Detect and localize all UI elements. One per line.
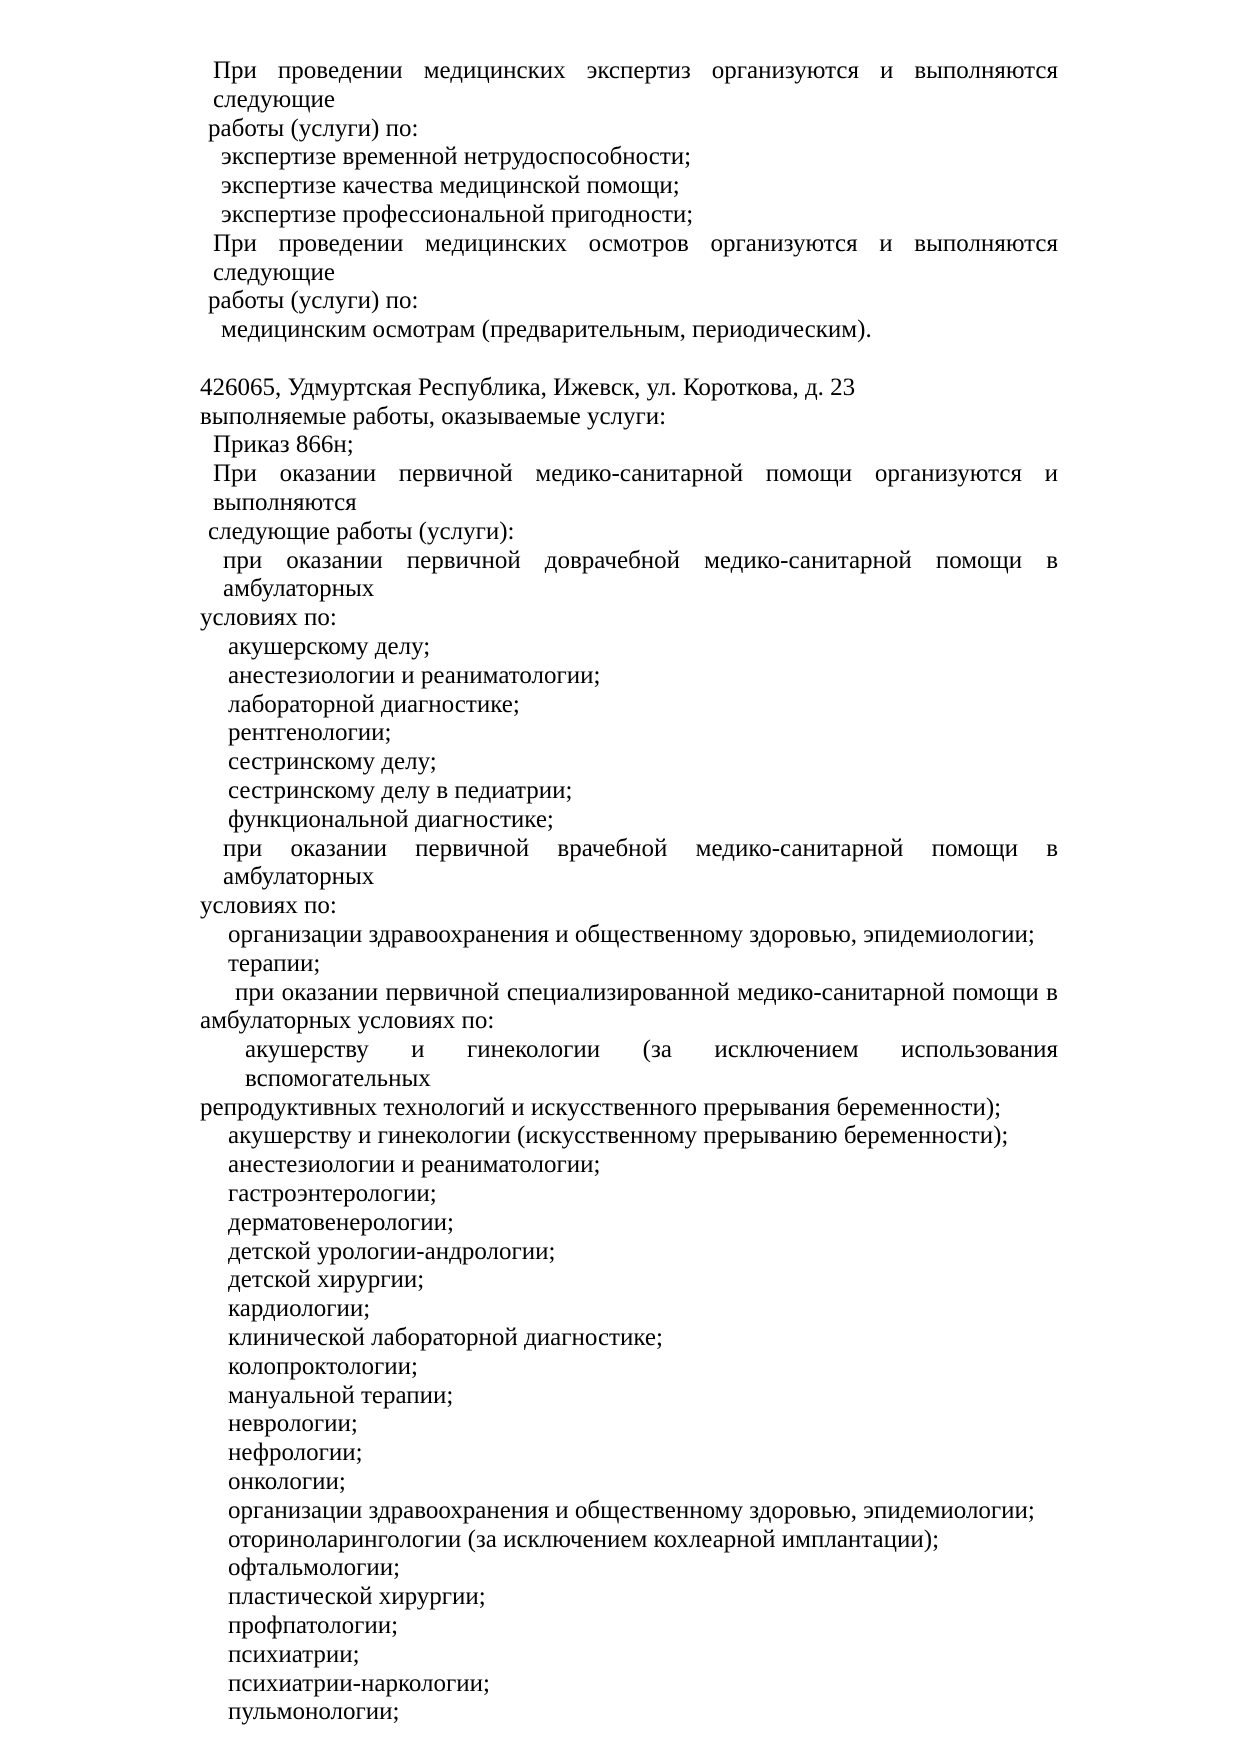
document-line: экспертизе качества медицинской помощи; (221, 172, 680, 200)
document-line: клинической лабораторной диагностике; (228, 1324, 663, 1352)
document-line: кардиологии; (228, 1295, 371, 1323)
document-line: условиях по: (200, 604, 337, 632)
document-line: сестринскому делу; (228, 748, 437, 776)
document-line: амбулаторных условиях по: (200, 1007, 495, 1035)
document-line: акушерству и гинекологии (за исключением использования вспомогательных (245, 1036, 1058, 1092)
document-line: экспертизе профессиональной пригодности; (221, 200, 694, 228)
document-line: при оказании первичной доврачебной медико-санитарной помощи в амбулаторных (223, 546, 1058, 603)
document-line: При проведении медицинских осмотров организуются и выполняются следующие (213, 229, 1058, 286)
document-line: лабораторной диагностике; (228, 690, 520, 718)
document-line: экспертизе временной нетрудоспособности; (221, 143, 692, 171)
document-line: детской урологии-андрологии; (228, 1237, 556, 1265)
document-line: психиатрии; (228, 1640, 360, 1668)
document-line: акушерству и гинекологии (искусственному прерыванию беременности); (228, 1122, 1009, 1150)
document-line: гастроэнтерологии; (228, 1180, 437, 1208)
document-line: терапии; (228, 949, 321, 977)
document-line: офтальмологии; (228, 1554, 401, 1582)
document-line: условиях по: (200, 892, 337, 920)
document-line: рентгенологии; (228, 719, 392, 747)
document-line: детской хирургии; (228, 1266, 425, 1294)
document-line: организации здравоохранения и общественному здоровью, эпидемиологии; (228, 920, 1035, 948)
document-line: психиатрии-наркологии; (228, 1669, 490, 1697)
document-line: нефрологии; (228, 1439, 363, 1467)
document-line: функциональной диагностике; (228, 805, 554, 833)
document-line: при оказании первичной специализированной медико-санитарной помощи в (235, 978, 1058, 1006)
blank-line (200, 345, 1058, 374)
document-line: мануальной терапии; (228, 1381, 454, 1409)
document-line: оториноларингологии (за исключением кохлеарной имплантации); (228, 1525, 940, 1553)
document-line: следующие работы (услуги): (208, 517, 515, 545)
document-line: Приказ 866н; (213, 431, 354, 459)
document-line: онкологии; (228, 1468, 346, 1496)
document-line: при оказании первичной врачебной медико-санитарной помощи в амбулаторных (223, 834, 1058, 891)
document-line: организации здравоохранения и общественному здоровью, эпидемиологии; (228, 1496, 1035, 1524)
document-line: работы (услуги) по: (208, 287, 419, 315)
document-line: пластической хирургии; (228, 1583, 486, 1611)
document-line: выполняемые работы, оказываемые услуги: (200, 402, 667, 430)
document-line: профпатологии; (228, 1612, 399, 1640)
document-line: дерматовенерологии; (228, 1208, 454, 1236)
document-line: пульмонологии; (228, 1698, 400, 1726)
document-line: репродуктивных технологий и искусственного прерывания беременности); (200, 1093, 1002, 1121)
document-line: сестринскому делу в педиатрии; (228, 776, 573, 804)
document-line: работы (услуги) по: (208, 114, 419, 142)
document-line: анестезиологии и реаниматологии; (228, 661, 601, 689)
document-line: медицинским осмотрам (предварительным, периодическим). (221, 316, 872, 344)
document-line: 426065, Удмуртская Республика, Ижевск, ул. Короткова, д. 23 (200, 373, 856, 401)
document-line: При оказании первичной медико-санитарной помощи организуются и выполняются (213, 460, 1058, 516)
document-line: анестезиологии и реаниматологии; (228, 1151, 601, 1179)
document-line: неврологии; (228, 1410, 358, 1438)
document-line: акушерскому делу; (228, 632, 431, 660)
document-line: колопроктологии; (228, 1352, 418, 1380)
text-block (200, 57, 1058, 1727)
document-line: При проведении медицинских экспертиз организуются и выполняются следующие (213, 57, 1058, 113)
